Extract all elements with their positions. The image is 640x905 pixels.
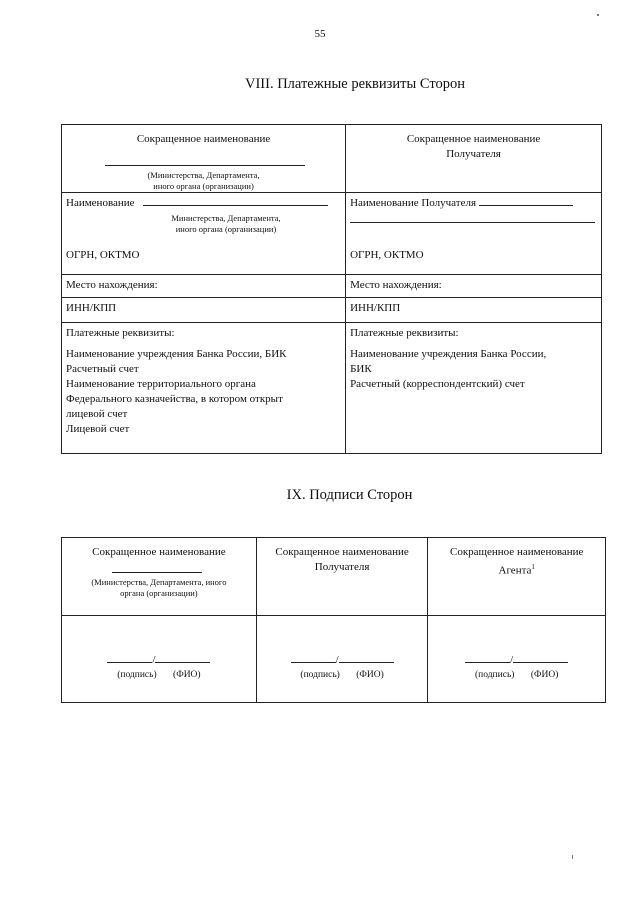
signature-line: [107, 662, 152, 663]
org-name-line: [143, 205, 328, 206]
sig-org-name-line: [112, 572, 202, 573]
recipient-name-line: [479, 205, 573, 206]
recipient-payment-title: Платежные реквизиты:: [350, 327, 459, 339]
org-inn-label: ИНН/КПП: [66, 302, 117, 314]
sig-recipient-header-cell: [256, 538, 428, 616]
recipient-location-label: Место нахождения:: [350, 279, 442, 291]
signature-slash: /: [510, 654, 514, 666]
org-location-label: Место нахождения:: [66, 279, 158, 291]
recipient-inn-cell: [346, 298, 602, 323]
signatures-table: [61, 537, 606, 703]
recipient-header-cell: [346, 125, 602, 193]
recipient-name-line-2: [350, 222, 595, 223]
recipient-location-cell: [346, 275, 602, 298]
org-name-caption: Министерства, Департамента, иного органа (организации): [171, 213, 281, 234]
recipient-name-cell: [346, 193, 602, 275]
sig-org-header-cell: [62, 538, 257, 616]
recipient-short-name-label: Сокращенное наименование Получателя: [406, 133, 541, 160]
recipient-ogrn-label: ОГРН, ОКТМО: [350, 249, 424, 261]
signature-label: (подпись): [475, 670, 515, 680]
org-short-name-line: [105, 165, 305, 166]
recipient-payment-details: Наименование учреждения Банка России, БИК Расчетный (корреспондентский) счет: [350, 348, 547, 390]
sig-agent-header-cell: [428, 538, 606, 616]
org-short-name-label: Сокращенное наименование: [136, 133, 271, 145]
payment-details-table: [61, 124, 602, 454]
fio-line: [513, 662, 568, 663]
org-ogrn-label: ОГРН, ОКТМО: [66, 249, 140, 261]
section-9-title: IX. Подписи Сторон: [286, 487, 413, 503]
scan-speck: [572, 855, 573, 859]
signature-line: [465, 662, 510, 663]
sig-org-signature-cell: [62, 616, 257, 703]
sig-agent-name-label: Сокращенное наименование Агента$^1$: [449, 546, 584, 577]
org-header-cell: [62, 125, 346, 193]
fio-line: [155, 662, 210, 663]
page-number: 55: [314, 28, 326, 40]
fio-label: (ФИО): [173, 670, 201, 680]
org-payment-title: Платежные реквизиты:: [66, 327, 175, 339]
fio-label: (ФИО): [356, 670, 384, 680]
footnote-mark: 1: [531, 563, 535, 571]
signature-label: (подпись): [300, 670, 340, 680]
section-8-title: VIII. Платежные реквизиты Сторон: [245, 76, 465, 92]
org-payment-cell: [62, 323, 346, 454]
recipient-inn-label: ИНН/КПП: [350, 302, 401, 314]
sig-org-name-caption: (Министерства, Департамента, иного органа (организации): [91, 577, 227, 598]
org-location-cell: [62, 275, 346, 298]
sig-org-name-label: Сокращенное наименование: [92, 546, 226, 558]
sig-recipient-name-label: Сокращенное наименование Получателя: [275, 546, 409, 573]
org-short-name-caption: (Министерства, Департамента, иного органа (организации): [147, 170, 260, 191]
signature-slash: /: [152, 654, 156, 666]
sig-recipient-signature-cell: [256, 616, 428, 703]
signature-label: (подпись): [117, 670, 157, 680]
recipient-name-label: Наименование Получателя: [350, 197, 476, 209]
signature-slash: /: [335, 654, 339, 666]
fio-line: [339, 662, 394, 663]
scan-speck: [597, 14, 599, 16]
org-inn-cell: [62, 298, 346, 323]
signature-line: [291, 662, 336, 663]
sig-agent-signature-cell: [428, 616, 606, 703]
org-payment-details: Наименование учреждения Банка России, БИК Расчетный счет Наименование территориального органа Федерального казначейства, в котором открыт лицевой счет Лицевой счет: [66, 348, 287, 435]
org-name-cell: [62, 193, 346, 275]
recipient-payment-cell: [346, 323, 602, 454]
org-name-label: Наименование: [66, 197, 135, 209]
fio-label: (ФИО): [530, 670, 559, 680]
